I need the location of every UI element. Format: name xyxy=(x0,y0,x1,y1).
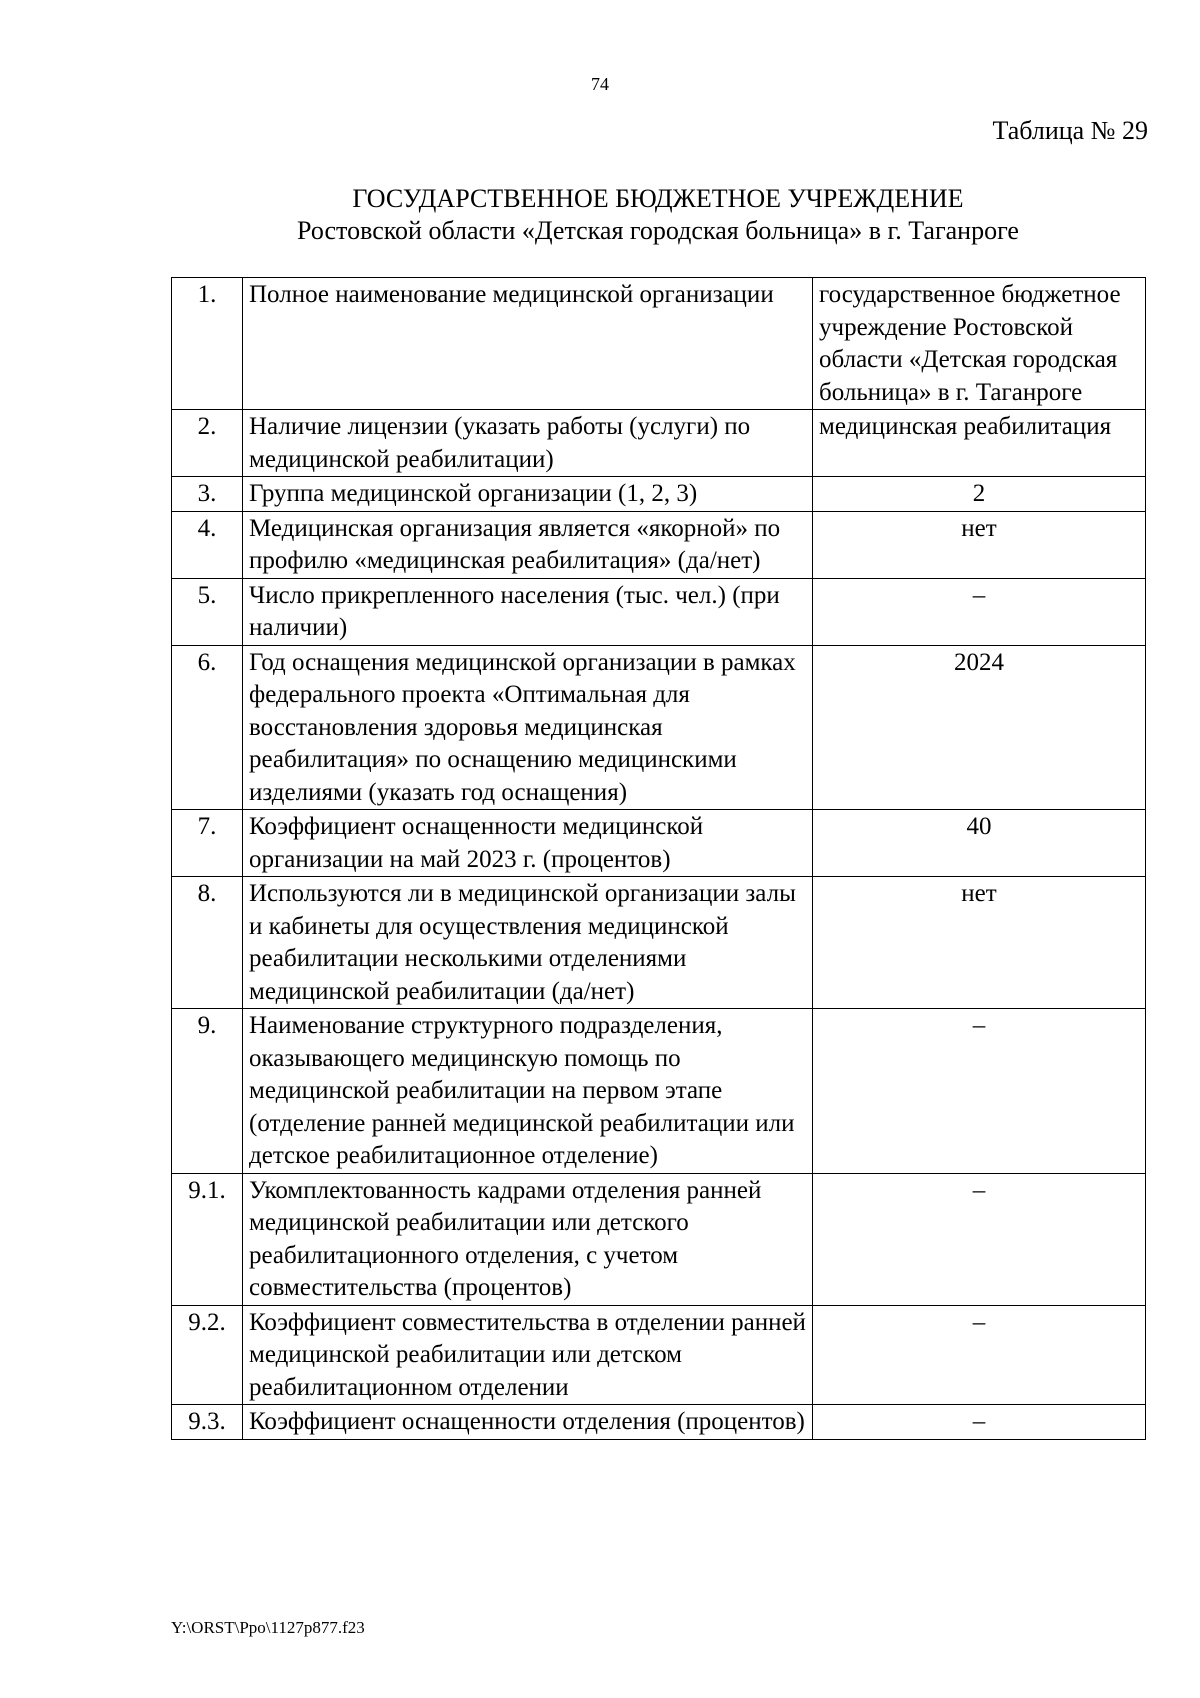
table-label: Таблица № 29 xyxy=(992,116,1148,145)
info-table xyxy=(171,277,1146,1440)
row-value: – xyxy=(813,1405,1146,1440)
table-row xyxy=(172,578,1146,645)
table-row xyxy=(172,645,1146,810)
row-number: 9.1. xyxy=(172,1173,243,1305)
row-value: 2 xyxy=(813,477,1146,512)
row-label: Год оснащения медицинской организации в рамках федерального проекта «Оптимальная для восстановления здоровья медицинская реабилитация» по оснащению медицинскими изделиями (указать год оснащения) xyxy=(243,645,813,810)
row-value: нет xyxy=(813,511,1146,578)
row-label: Коэффициент совместительства в отделении ранней медицинской реабилитации или детском реабилитационном отделении xyxy=(243,1305,813,1405)
row-number: 4. xyxy=(172,511,243,578)
row-label: Укомплектованность кадрами отделения ранней медицинской реабилитации или детского реабилитационного отделения, с учетом совместительства (процентов) xyxy=(243,1173,813,1305)
file-path-footer: Y:\ORST\Ppo\1127p877.f23 xyxy=(171,1618,365,1637)
row-number: 2. xyxy=(172,410,243,477)
table-row xyxy=(172,1173,1146,1305)
row-number: 7. xyxy=(172,810,243,877)
row-label: Коэффициент оснащенности отделения (процентов) xyxy=(243,1405,813,1440)
row-number: 9.2. xyxy=(172,1305,243,1405)
table-row xyxy=(172,410,1146,477)
table-row xyxy=(172,877,1146,1009)
row-value: нет xyxy=(813,877,1146,1009)
row-number: 9.3. xyxy=(172,1405,243,1440)
row-value: – xyxy=(813,578,1146,645)
table-row xyxy=(172,1009,1146,1174)
table-row xyxy=(172,1305,1146,1405)
heading-subtitle: Ростовской области «Детская городская больница» в г. Таганроге xyxy=(297,216,1019,245)
row-number: 8. xyxy=(172,877,243,1009)
row-value: 40 xyxy=(813,810,1146,877)
row-label: Коэффициент оснащенности медицинской организации на май 2023 г. (процентов) xyxy=(243,810,813,877)
row-number: 1. xyxy=(172,278,243,410)
table-row xyxy=(172,511,1146,578)
row-label: Медицинская организация является «якорной» по профилю «медицинская реабилитация» (да/нет) xyxy=(243,511,813,578)
row-label: Наличие лицензии (указать работы (услуги) по медицинской реабилитации) xyxy=(243,410,813,477)
row-number: 5. xyxy=(172,578,243,645)
table-row xyxy=(172,278,1146,410)
row-value: медицинская реабилитация xyxy=(813,410,1146,477)
page-number: 74 xyxy=(591,74,609,94)
row-value: государственное бюджетное учреждение Ростовской области «Детская городская больница» в г. Таганроге xyxy=(813,278,1146,410)
row-label: Полное наименование медицинской организации xyxy=(243,278,813,410)
table-row xyxy=(172,810,1146,877)
row-label: Число прикрепленного населения (тыс. чел.) (при наличии) xyxy=(243,578,813,645)
row-number: 3. xyxy=(172,477,243,512)
row-label: Группа медицинской организации (1, 2, 3) xyxy=(243,477,813,512)
heading-title: ГОСУДАРСТВЕННОЕ БЮДЖЕТНОЕ УЧРЕЖДЕНИЕ xyxy=(352,184,964,213)
row-label: Наименование структурного подразделения, оказывающего медицинскую помощь по медицинской реабилитации на первом этапе (отделение ранней медицинской реабилитации или детское реабилитационное отделение) xyxy=(243,1009,813,1174)
document-heading xyxy=(0,183,1200,247)
row-label: Используются ли в медицинской организации залы и кабинеты для осуществления медицинской реабилитации несколькими отделениями медицинской реабилитации (да/нет) xyxy=(243,877,813,1009)
row-value: 2024 xyxy=(813,645,1146,810)
row-value: – xyxy=(813,1009,1146,1174)
row-value: – xyxy=(813,1173,1146,1305)
row-number: 9. xyxy=(172,1009,243,1174)
table-row xyxy=(172,1405,1146,1440)
row-value: – xyxy=(813,1305,1146,1405)
table-row xyxy=(172,477,1146,512)
row-number: 6. xyxy=(172,645,243,810)
